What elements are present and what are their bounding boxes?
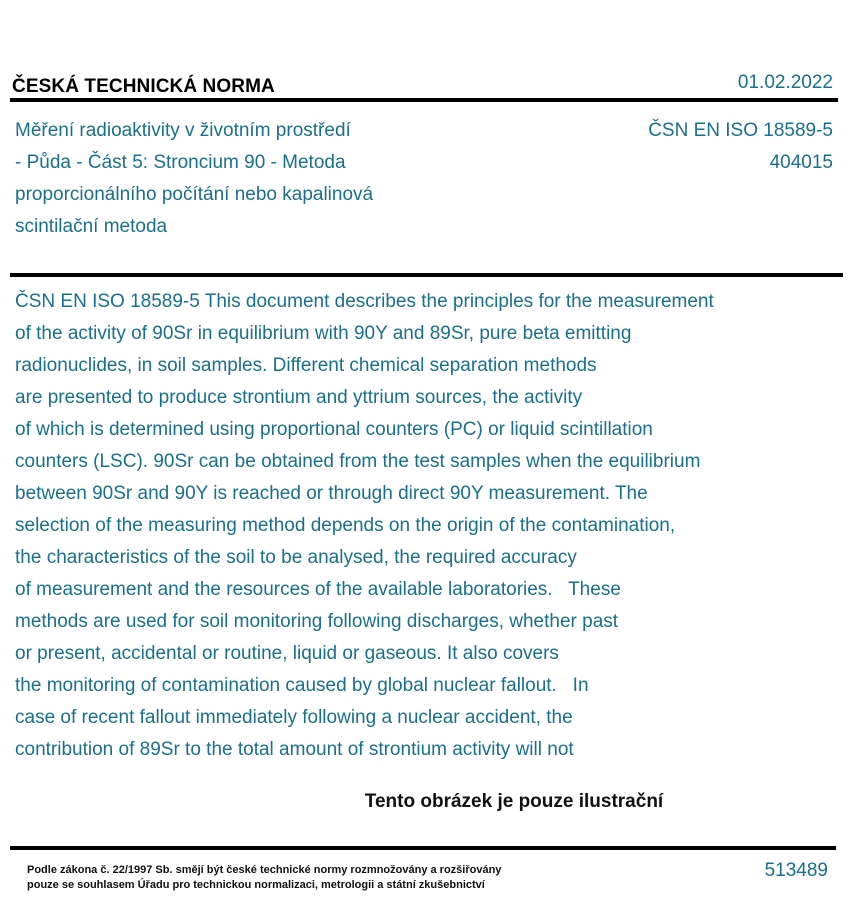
abstract-line: counters (LSC). 90Sr can be obtained from the test samples when the equilibrium <box>15 451 701 472</box>
abstract-line: the monitoring of contamination caused by global nuclear fallout. In <box>15 675 589 696</box>
abstract-line: of which is determined using proportional counters (PC) or liquid scintillation <box>15 419 653 440</box>
abstract-line: or present, accidental or routine, liquid or gaseous. It also covers <box>15 643 559 664</box>
title-line: scintilační metoda <box>15 216 168 237</box>
abstract-line: ČSN EN ISO 18589-5 This document describes the principles for the measurement <box>15 291 714 312</box>
norm-header-title: ČESKÁ TECHNICKÁ NORMA <box>12 76 275 97</box>
abstract-line: case of recent fallout immediately following a nuclear accident, the <box>15 707 573 728</box>
legal-notice <box>27 863 501 893</box>
abstract-text <box>15 286 835 766</box>
title-divider <box>10 273 843 277</box>
abstract-line: of measurement and the resources of the available laboratories. These <box>15 579 621 600</box>
abstract-line: the characteristics of the soil to be analysed, the required accuracy <box>15 547 577 568</box>
abstract-line: contribution of 89Sr to the total amount of strontium activity will not <box>15 739 574 760</box>
document-title <box>15 115 475 243</box>
document-identifiers <box>648 115 833 179</box>
document-number: 513489 <box>764 860 828 881</box>
footer-divider <box>10 846 836 850</box>
standard-id: ČSN EN ISO 18589-5 <box>648 120 833 141</box>
publication-date: 01.02.2022 <box>737 72 833 93</box>
abstract-line: methods are used for soil monitoring following discharges, whether past <box>15 611 619 632</box>
abstract-line: are presented to produce strontium and yttrium sources, the activity <box>15 387 583 408</box>
legal-notice-line: pouze se souhlasem Úřadu pro technickou normalizaci, metrologii a státní zkušebnictví <box>27 879 485 891</box>
legal-notice-line: Podle zákona č. 22/1997 Sb. smějí být české technické normy rozmnožovány a rozšiřovány <box>27 864 502 876</box>
header-divider <box>10 98 838 102</box>
abstract-line: radionuclides, in soil samples. Different chemical separation methods <box>15 355 597 376</box>
abstract-line: of the activity of 90Sr in equilibrium with 90Y and 89Sr, pure beta emitting <box>15 323 632 344</box>
abstract-line: selection of the measuring method depends on the origin of the contamination, <box>15 515 676 536</box>
title-line: proporcionálního počítání nebo kapalinová <box>15 184 374 205</box>
illustration-note: Tento obrázek je pouze ilustrační <box>364 791 664 812</box>
class-number: 404015 <box>769 152 833 173</box>
title-line: - Půda - Část 5: Stroncium 90 - Metoda <box>15 152 346 173</box>
abstract-line: between 90Sr and 90Y is reached or through direct 90Y measurement. The <box>15 483 648 504</box>
title-line: Měření radioaktivity v životním prostředí <box>15 120 351 141</box>
